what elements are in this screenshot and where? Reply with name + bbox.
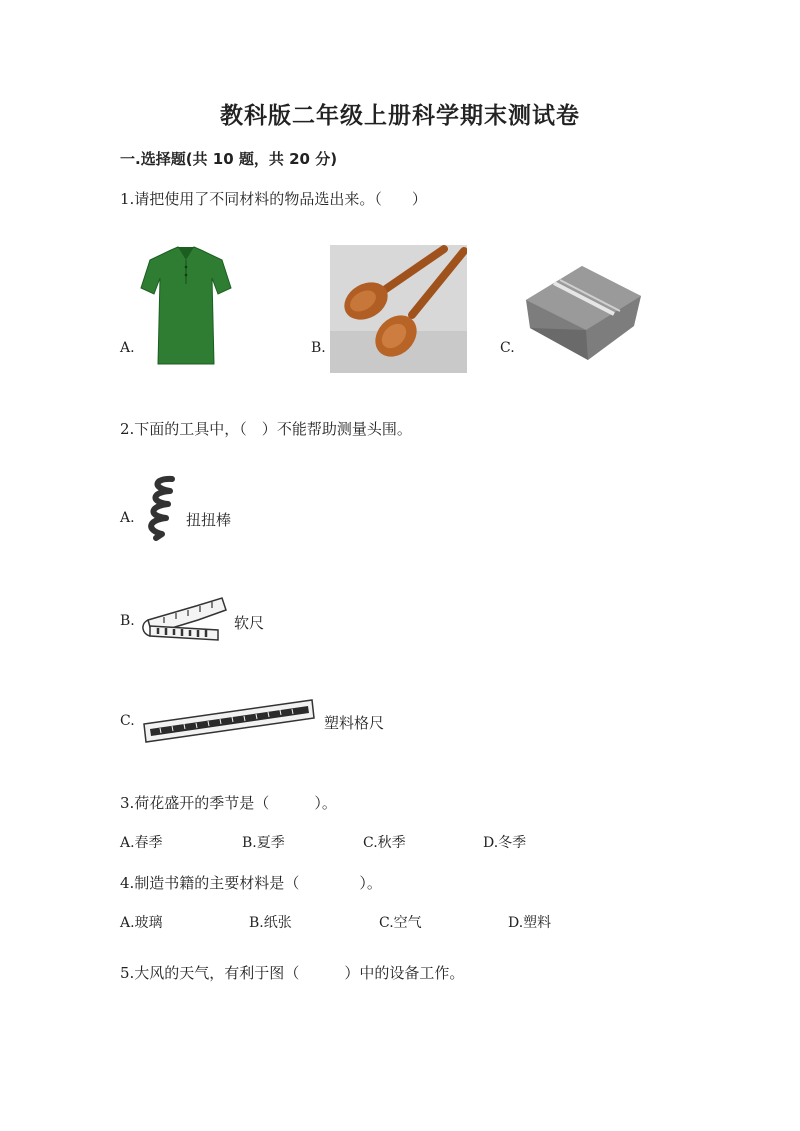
q1-option-c-letter: C. — [500, 340, 515, 356]
green-shirt-image — [138, 244, 234, 370]
question-3-text: 3.荷花盛开的季节是（ ）。 — [120, 794, 337, 812]
wooden-spoons-image — [330, 245, 467, 373]
gray-towel-image — [520, 256, 645, 366]
q2-option-a-letter: A. — [120, 510, 135, 526]
q4-option-a: A.玻璃 — [120, 915, 163, 931]
q3-option-b: B.夏季 — [242, 835, 285, 851]
q3-option-c: C.秋季 — [363, 835, 406, 851]
question-1-text: 1.请把使用了不同材料的物品选出来。（ ） — [120, 190, 427, 208]
plastic-ruler-image — [140, 694, 316, 746]
q1-option-a-letter: A. — [120, 340, 135, 356]
q2-option-b-label: 软尺 — [234, 614, 265, 632]
q3-option-d: D.冬季 — [483, 835, 527, 851]
page-title: 教科版二年级上册科学期末测试卷 — [220, 103, 580, 129]
q4-option-b: B.纸张 — [249, 915, 292, 931]
q2-option-a-label: 扭扭棒 — [186, 511, 232, 529]
q1-option-b-letter: B. — [311, 340, 326, 356]
question-5-text: 5.大风的天气，有利于图（ ）中的设备工作。 — [120, 964, 465, 982]
section-heading: 一.选择题(共 10 题，共 20 分) — [120, 150, 338, 168]
q4-option-d: D.塑料 — [508, 915, 552, 931]
q2-option-b-letter: B. — [120, 613, 135, 629]
question-2-text: 2.下面的工具中，（ ）不能帮助测量头围。 — [120, 420, 412, 438]
q3-option-a: A.春季 — [120, 835, 163, 851]
tape-measure-image — [138, 590, 230, 642]
q2-option-c-letter: C. — [120, 713, 135, 729]
pipe-cleaner-image — [140, 474, 182, 542]
q2-option-c-label: 塑料格尺 — [324, 714, 385, 732]
question-4-text: 4.制造书籍的主要材料是（ ）。 — [120, 874, 382, 892]
q4-option-c: C.空气 — [379, 915, 422, 931]
